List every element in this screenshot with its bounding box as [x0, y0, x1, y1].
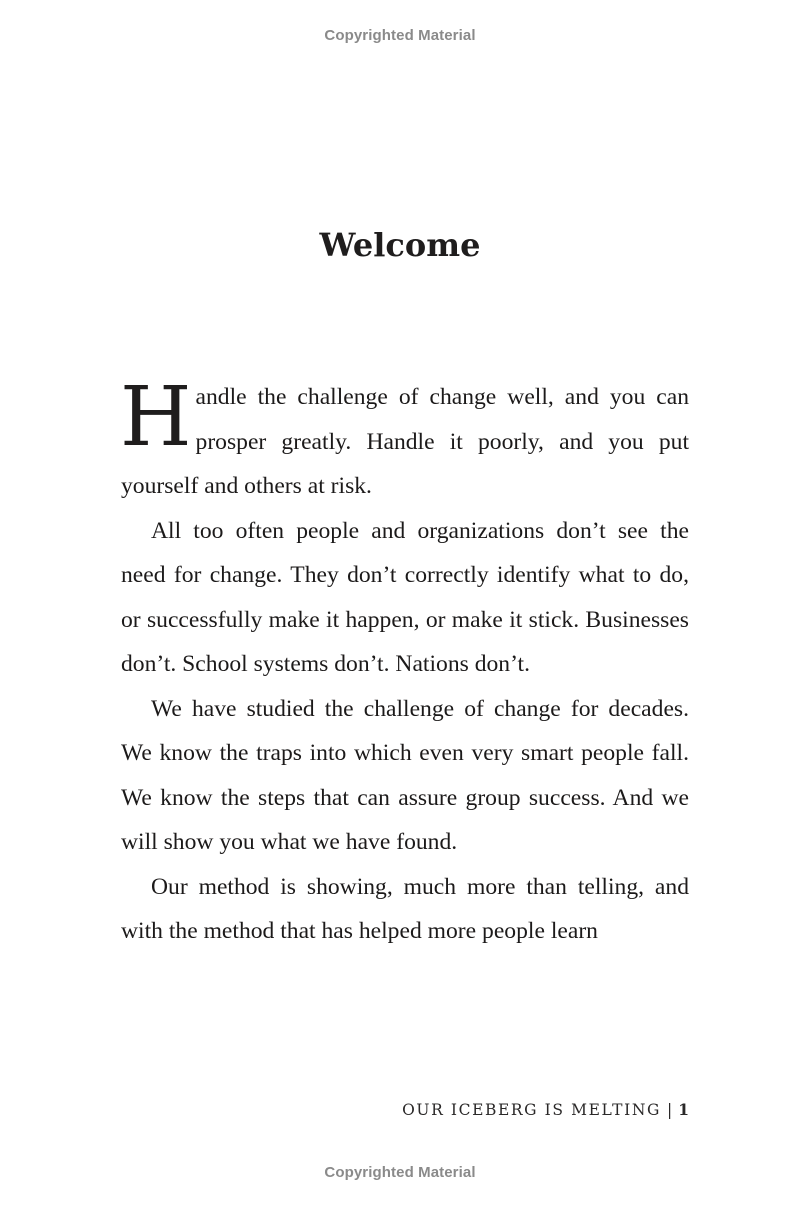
body-text — [120, 370, 689, 954]
paragraph-1-text: andle the challenge of change well, and you can prosper greatly. Handle it poorly, and you put yourself and others at risk. — [121, 384, 689, 499]
paragraph-3: We have studied the challenge of change for decades. We know the traps into which even very smart people fall. We know the steps that can assure group success. And we will show you what we have found. — [121, 695, 689, 855]
drop-cap: H — [120, 370, 192, 465]
chapter-title: Welcome — [319, 226, 481, 264]
paragraph-4: Our method is showing, much more than telling, and with the method that has helped more people learn — [121, 873, 689, 944]
paragraph-2: All too often people and organizations don’t see the need for change. They don’t correctly identify what to do, or successfully make it happen, or make it stick. Businesses don’t. School systems don’t. Nations don’t. — [121, 517, 689, 677]
copyright-watermark-top: Copyrighted Material — [324, 27, 476, 44]
copyright-watermark-bottom: Copyrighted Material — [324, 1164, 476, 1181]
running-footer — [402, 1100, 689, 1119]
running-footer-title: OUR ICEBERG IS MELTING — [402, 1101, 661, 1119]
paragraph-1 — [120, 370, 689, 509]
page-number: 1 — [678, 1100, 689, 1119]
running-footer-separator: | — [666, 1101, 673, 1119]
